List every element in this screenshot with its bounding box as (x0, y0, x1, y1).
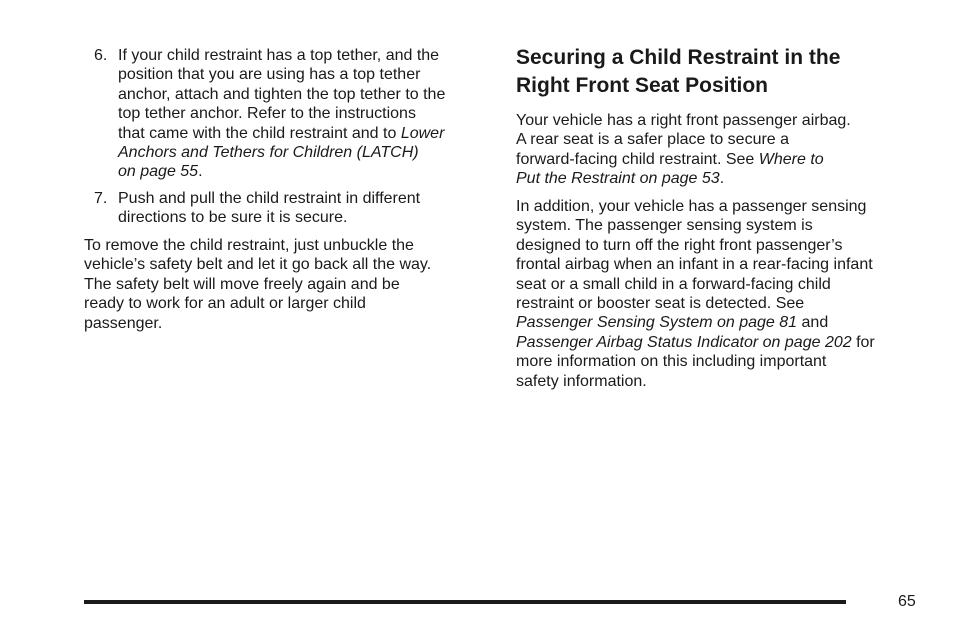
text-line (118, 162, 494, 181)
cross-reference: on page 55 (118, 163, 199, 181)
text-line: top tether anchor. Refer to the instructions (118, 105, 416, 123)
text-line (118, 143, 494, 162)
remove-restraint-paragraph (84, 236, 494, 333)
cross-reference: Passenger Airbag Status Indicator on page 202 (516, 333, 852, 351)
text-line: safety information. (516, 372, 647, 390)
text-line: ready to work for an adult or larger child (84, 295, 366, 313)
cross-reference: Where to (758, 150, 824, 168)
text-line: vehicle’s safety belt and let it go back all the way. (84, 256, 432, 274)
list-number: 7. (94, 190, 108, 207)
cross-reference: Lower (400, 124, 445, 142)
sensing-system-paragraph (516, 197, 926, 391)
list-item-text (118, 189, 494, 228)
cross-reference: Put the Restraint on page 53 (516, 170, 720, 188)
text-line: system. The passenger sensing system is (516, 217, 813, 235)
text-line: A rear seat is a safer place to secure a (516, 131, 790, 149)
text-run: for (851, 333, 875, 351)
airbag-paragraph (516, 111, 926, 189)
heading-line: Securing a Child Restraint in the (516, 46, 841, 69)
text-line (118, 124, 494, 143)
text-line: position that you are using has a top tether (118, 66, 421, 84)
heading-line: Right Front Seat Position (516, 74, 768, 97)
list-number: 6. (94, 47, 108, 64)
text-line: If your child restraint has a top tether, and the (118, 47, 440, 64)
text-run: forward-facing child restraint. See (516, 150, 759, 168)
text-line (516, 150, 926, 169)
text-line (516, 333, 926, 352)
text-run: . (719, 170, 725, 188)
footer-rule (84, 600, 846, 604)
text-run: that came with the child restraint and to (118, 124, 401, 142)
text-line: restraint or booster seat is detected. See (516, 295, 805, 313)
text-line: frontal airbag when an infant in a rear-facing infant (516, 256, 873, 274)
text-line: seat or a small child in a forward-facing child (516, 275, 831, 293)
list-item-text (118, 46, 494, 182)
text-line: anchor, attach and tighten the top tether to the (118, 85, 446, 103)
section-heading (516, 44, 840, 100)
text-line: To remove the child restraint, just unbuckle the (84, 237, 414, 254)
text-line: The safety belt will move freely again and be (84, 275, 400, 293)
page-number: 65 (898, 593, 916, 610)
text-line: Push and pull the child restraint in different (118, 190, 421, 207)
text-run: and (797, 314, 829, 332)
text-line: In addition, your vehicle has a passenger sensing (516, 198, 867, 215)
text-line (516, 169, 926, 188)
text-line (516, 313, 926, 332)
text-line: designed to turn off the right front passenger’s (516, 236, 843, 254)
text-line: Your vehicle has a right front passenger airbag. (516, 112, 851, 129)
text-run: . (198, 163, 203, 181)
cross-reference: Passenger Sensing System on page 81 (516, 314, 798, 332)
cross-reference: Anchors and Tethers for Children (LATCH) (118, 144, 419, 162)
text-line: directions to be sure it is secure. (118, 209, 348, 227)
text-line: more information on this including important (516, 353, 827, 371)
text-line: passenger. (84, 314, 163, 332)
